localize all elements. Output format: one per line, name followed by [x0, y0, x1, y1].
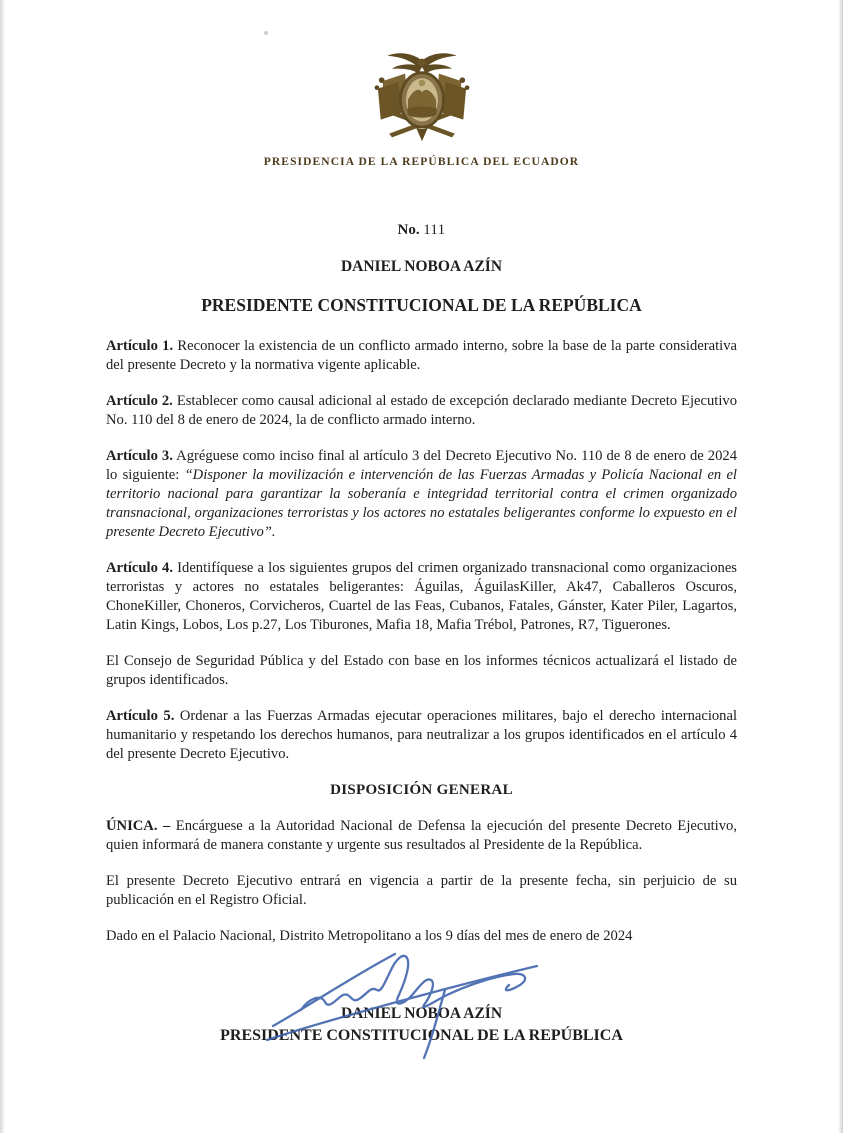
consejo-paragraph: El Consejo de Seguridad Pública y del Estado con base en los informes técnicos actualizará el listado de grupos identificados. [106, 653, 737, 688]
unica-paragraph [106, 817, 737, 855]
article-3-quote: “Disponer la movilización e intervención de las Fuerzas Armadas y Policía Nacional en el territorio nacional para garantizar la soberanía e integridad territorial contra el crimen organizado transnacional, organizaciones terroristas y los actores no estatales beligerantes conforme lo expuesto en el presente Decreto Ejecutivo”. [106, 467, 737, 540]
signatory-title: PRESIDENTE CONSTITUCIONAL DE LA REPÚBLICA [220, 1027, 623, 1044]
letterhead [0, 0, 843, 168]
signatory-name: DANIEL NOBOA AZÍN [340, 1005, 503, 1022]
article-1-label: Artículo 1. [106, 338, 174, 354]
article-4 [106, 559, 737, 635]
article-1-text: Reconocer la existencia de un conflicto armado interno, sobre la base de la parte considerativa del presente Decreto y la normativa vigente aplicable. [106, 338, 737, 373]
signature-block [106, 1004, 737, 1045]
scan-edge-right [838, 0, 843, 1133]
decree-number-line [0, 222, 843, 239]
article-4-label: Artículo 4. [106, 560, 173, 576]
article-2-text: Establecer como causal adicional al estado de excepción declarado mediante Decreto Ejecutivo No. 110 del 8 de enero de 2024, la de conflicto armado interno. [106, 393, 737, 428]
unica-text: Encárguese a la Autoridad Nacional de Defensa la ejecución del presente Decreto Ejecutivo, quien informará de manera constante y urgente sus resultados al Presidente de la República. [106, 818, 737, 853]
author-name: DANIEL NOBOA AZÍN [340, 258, 503, 275]
article-2-label: Artículo 2. [106, 393, 173, 409]
letterhead-org-name: PRESIDENCIA DE LA REPÚBLICA DEL ECUADOR [263, 156, 580, 168]
dado-paragraph: Dado en el Palacio Nacional, Distrito Metropolitano a los 9 días del mes de enero de 2024 [106, 928, 633, 944]
unica-label: ÚNICA. – [106, 818, 171, 834]
decree-body [106, 337, 737, 1045]
article-3-label: Artículo 3. [106, 448, 173, 464]
article-3-lead: Agréguese como inciso final al artículo 3 del Decreto Ejecutivo No. 110 de 8 de enero de 2024 lo siguiente: [106, 448, 737, 483]
article-5 [106, 707, 737, 764]
article-4-text: Identifíquese a los siguientes grupos del crimen organizado transnacional como organizaciones terroristas y actores no estatales beligerantes: Águilas, ÁguilasKiller, Ak47, Caballeros Oscuros, ChoneKiller, Choneros, Corvicheros, Cuartel de las Feas, Cubanos, Fatales, Gánster, Kater Piler, Lagartos, Latin Kings, Lobos, Los p.27, Los Tiburones, Mafia 18, Mafia Trébol, Patrones, R7, Tiguerones. [106, 560, 737, 633]
article-1 [106, 337, 737, 375]
article-3 [106, 447, 737, 542]
decree-number-label: No. [397, 222, 420, 238]
ecuador-coat-of-arms-icon [361, 133, 483, 150]
article-5-label: Artículo 5. [106, 708, 175, 724]
decree-number-value: 111 [423, 222, 446, 238]
article-5-text: Ordenar a las Fuerzas Armadas ejecutar operaciones militares, bajo el derecho internacional humanitario y respetando los derechos humanos, para neutralizar a los grupos identificados en el artículo 4 del presente Decreto Ejecutivo. [106, 708, 737, 762]
disposicion-general-heading: DISPOSICIÓN GENERAL [330, 782, 513, 798]
scan-edge-left [0, 0, 5, 1133]
vigencia-paragraph: El presente Decreto Ejecutivo entrará en vigencia a partir de la presente fecha, sin perjuicio de su publicación en el Registro Oficial. [106, 873, 737, 908]
scan-speck [264, 31, 268, 35]
author-title: PRESIDENTE CONSTITUCIONAL DE LA REPÚBLICA [201, 295, 642, 315]
article-2 [106, 392, 737, 430]
